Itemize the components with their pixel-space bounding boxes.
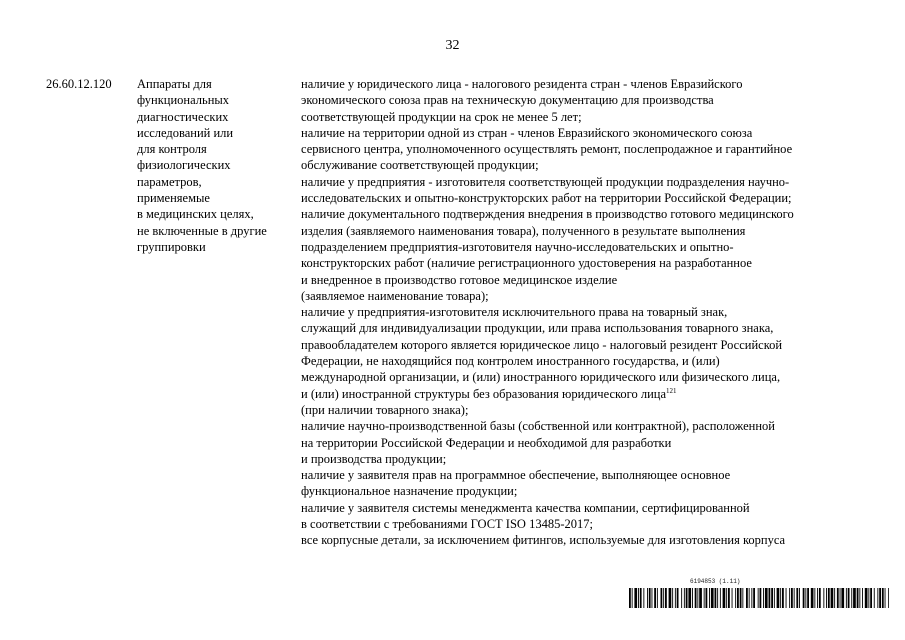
barcode-bar (681, 588, 682, 608)
requirement-text: все корпусные детали, за исключением фитингов, используемые для изготовления корпуса (301, 533, 786, 548)
requirement-text: служащий для индивидуализации продукции, или права использования товарного знака, (301, 321, 774, 336)
product-name-line: группировки (137, 239, 206, 254)
barcode-bar (663, 588, 664, 608)
product-name-line: функциональных (137, 93, 230, 108)
barcode-bar (728, 588, 730, 608)
requirement-text: и производства продукции; (301, 451, 447, 466)
barcode-bar (765, 588, 768, 608)
barcode-bar (684, 588, 685, 608)
barcode-bar (868, 588, 869, 608)
requirement-line (301, 255, 881, 271)
requirement-line (301, 500, 881, 516)
barcode-bar (711, 588, 714, 608)
barcode-bar (749, 588, 750, 608)
requirement-line (301, 272, 881, 288)
requirement-text: и внедренное в производство готовое медицинское изделие (301, 272, 618, 287)
product-name-line: диагностических (137, 109, 229, 124)
barcode-bar (686, 588, 688, 608)
requirement-text: сервисного центра, уполномоченного осуществлять ремонт, послепродажное и гарантийное (301, 142, 793, 157)
requirement-text: (при наличии товарного знака); (301, 402, 469, 417)
barcode-bar (657, 588, 658, 608)
requirement-line (301, 125, 881, 141)
barcode-bar (737, 588, 739, 608)
barcode-bar (879, 588, 881, 608)
barcode-bar (882, 588, 884, 608)
requirement-line (301, 516, 881, 532)
requirement-line (301, 320, 881, 336)
barcode-bar (817, 588, 818, 608)
barcode-bar (697, 588, 698, 608)
barcode-bar (632, 588, 633, 608)
barcode-bar (643, 588, 644, 608)
barcode-bar (652, 588, 653, 608)
barcode-bar (677, 588, 679, 608)
requirement-text: (заявляемое наименование товара); (301, 288, 489, 303)
requirement-line (301, 190, 881, 206)
barcode-bar (803, 588, 805, 608)
barcode-bar (877, 588, 878, 608)
barcode-bar (814, 588, 815, 608)
barcode-bar (811, 588, 814, 608)
requirement-text: подразделением предприятия-изготовителя научно-исследовательских и опытно- (301, 239, 734, 254)
barcode-bar (786, 588, 787, 608)
requirement-text: наличие документального подтверждения внедрения в производство готового медицинского (301, 207, 794, 222)
barcode-bar (777, 588, 780, 608)
requirement-text: и (или) иностранной структуры без образования юридического лица (301, 386, 667, 401)
requirement-text: Федерации, не находящийся под контролем иностранного государства, и (или) (301, 354, 720, 369)
barcode-bar (723, 588, 726, 608)
requirement-text: в соответствии с требованиями ГОСТ ISO 13485-2017; (301, 517, 593, 532)
okpd-code: 26.60.12.120 (46, 77, 112, 91)
requirement-line (301, 157, 881, 173)
requirement-line (301, 369, 881, 385)
requirement-line (301, 418, 881, 434)
requirement-text: наличие у заявителя системы менеджмента качества компании, сертифицированной (301, 500, 750, 515)
requirement-line (301, 223, 881, 239)
barcode-bar (789, 588, 790, 608)
barcode-bar (695, 588, 697, 608)
requirement-line (301, 206, 881, 222)
barcode-bar (720, 588, 721, 608)
barcode-bar (865, 588, 868, 608)
barcode-bar (846, 588, 847, 608)
product-name-line: исследований или (137, 125, 234, 140)
barcode-bar (717, 588, 718, 608)
requirement-line (301, 451, 881, 467)
footnote-reference: 121 (666, 386, 677, 395)
requirement-line (301, 239, 881, 255)
barcode-bar (780, 588, 781, 608)
barcode-bar (638, 588, 639, 608)
barcode-bar (857, 588, 859, 608)
barcode-bar (715, 588, 717, 608)
requirement-line (301, 435, 881, 451)
requirement-line (301, 141, 881, 157)
requirement-text: наличие научно-производственной базы (собственной или контрактной), расположенной (301, 419, 775, 434)
barcode-bar (837, 588, 839, 608)
barcode-bar (796, 588, 798, 608)
barcode-bar (799, 588, 800, 608)
barcode-bar (672, 588, 673, 608)
barcode-bar (675, 588, 676, 608)
barcode-bar (888, 588, 889, 608)
barcode-bar (665, 588, 667, 608)
barcode-bar (740, 588, 742, 608)
barcode-bar (709, 588, 710, 608)
requirement-line (301, 467, 881, 483)
barcode-bar (774, 588, 775, 608)
barcode-bar (726, 588, 727, 608)
requirement-line (301, 386, 881, 402)
product-name-line: для контроля (137, 142, 207, 157)
barcode-bar (688, 588, 691, 608)
barcode-bar (885, 588, 886, 608)
barcode-icon (629, 588, 889, 608)
barcode-bar (735, 588, 736, 608)
barcode-bar (760, 588, 762, 608)
product-name-line: в медицинских целях, (137, 207, 254, 222)
requirement-text: конструкторских работ (наличие регистрационного удостоверения на разработанное (301, 256, 752, 271)
barcode-bar (704, 588, 705, 608)
requirement-text: на территории Российской Федерации и необходимой для разработки (301, 435, 672, 450)
requirement-line (301, 92, 881, 108)
barcode-bar (851, 588, 852, 608)
requirement-line (301, 353, 881, 369)
barcode-bar (669, 588, 672, 608)
requirement-text: наличие у предприятия - изготовителя соответствующей продукции подразделения научно- (301, 174, 790, 189)
product-name-line: Аппараты для (137, 77, 212, 91)
barcode-bar (742, 588, 743, 608)
barcode-bar (769, 588, 771, 608)
barcode-bar (794, 588, 795, 608)
barcode-bar (746, 588, 748, 608)
barcode-bar (732, 588, 733, 608)
requirement-line (301, 109, 881, 125)
barcode-bar (859, 588, 860, 608)
requirement-text: изделия (заявляемого наименования товара), полученного в результате выполнения (301, 223, 746, 238)
barcode-bar (649, 588, 651, 608)
requirements-text (301, 76, 881, 549)
product-name-line: применяемые (137, 191, 210, 206)
page-number: 32 (445, 38, 460, 53)
requirement-text: функциональное назначение продукции; (301, 484, 518, 499)
barcode-bar (826, 588, 827, 608)
barcode-bar (819, 588, 821, 608)
document-id: 6194853 (1.11) (690, 578, 741, 585)
barcode-bar (841, 588, 844, 608)
barcode-bar (828, 588, 830, 608)
barcode-bar (661, 588, 663, 608)
barcode-bar (805, 588, 806, 608)
barcode-bar (862, 588, 863, 608)
barcode-bar (840, 588, 841, 608)
product-name-line: не включенные в другие (137, 223, 267, 238)
requirement-text: наличие у заявителя прав на программное обеспечение, выполняющее основное (301, 468, 731, 483)
requirement-text: экономического союза прав на техническую документацию для производства (301, 93, 714, 108)
requirement-line (301, 337, 881, 353)
requirement-line (301, 402, 881, 418)
barcode-bar (629, 588, 631, 608)
product-name (137, 76, 287, 255)
barcode-bar (640, 588, 642, 608)
barcode-bar (870, 588, 872, 608)
requirement-line (301, 532, 881, 548)
requirement-text: наличие у предприятия-изготовителя исключительного права на товарный знак, (301, 305, 728, 320)
barcode-bar (751, 588, 752, 608)
requirement-text: исследовательских и опытно-конструкторских работ на территории Российской Федерации; (301, 191, 792, 206)
requirement-text: наличие у юридического лица - налогового резидента стран - членов Евразийского (301, 77, 743, 91)
barcode-bar (753, 588, 755, 608)
barcode-bar (654, 588, 656, 608)
requirement-line (301, 288, 881, 304)
requirement-text: обслуживание соответствующей продукции; (301, 158, 539, 173)
barcode-bar (782, 588, 784, 608)
barcode-bar (699, 588, 702, 608)
barcode-bar (831, 588, 834, 608)
requirement-line (301, 483, 881, 499)
barcode-bar (692, 588, 693, 608)
requirement-text: соответствующей продукции на срок не менее 5 лет; (301, 109, 582, 124)
requirement-text: правообладателем которого является юридическое лицо - налоговый резидент Российской (301, 337, 783, 352)
barcode-bar (807, 588, 809, 608)
barcode-bar (758, 588, 759, 608)
requirement-line (301, 174, 881, 190)
requirement-text: международной организации, и (или) иностранного юридического или физического лица, (301, 370, 781, 385)
product-name-line: параметров, (137, 174, 202, 189)
barcode-bar (848, 588, 850, 608)
barcode-bar (706, 588, 708, 608)
barcode-bar (634, 588, 637, 608)
barcode-bar (823, 588, 824, 608)
requirement-line (301, 304, 881, 320)
requirement-text: наличие на территории одной из стран - членов Евразийского экономического союза (301, 125, 753, 140)
barcode-bar (853, 588, 856, 608)
barcode-bar (771, 588, 773, 608)
barcode-bar (647, 588, 648, 608)
requirement-line (301, 76, 881, 92)
barcode-bar (874, 588, 875, 608)
barcode-bar (763, 588, 764, 608)
barcode-bar (834, 588, 835, 608)
product-name-line: физиологических (137, 158, 231, 173)
barcode-bar (791, 588, 793, 608)
